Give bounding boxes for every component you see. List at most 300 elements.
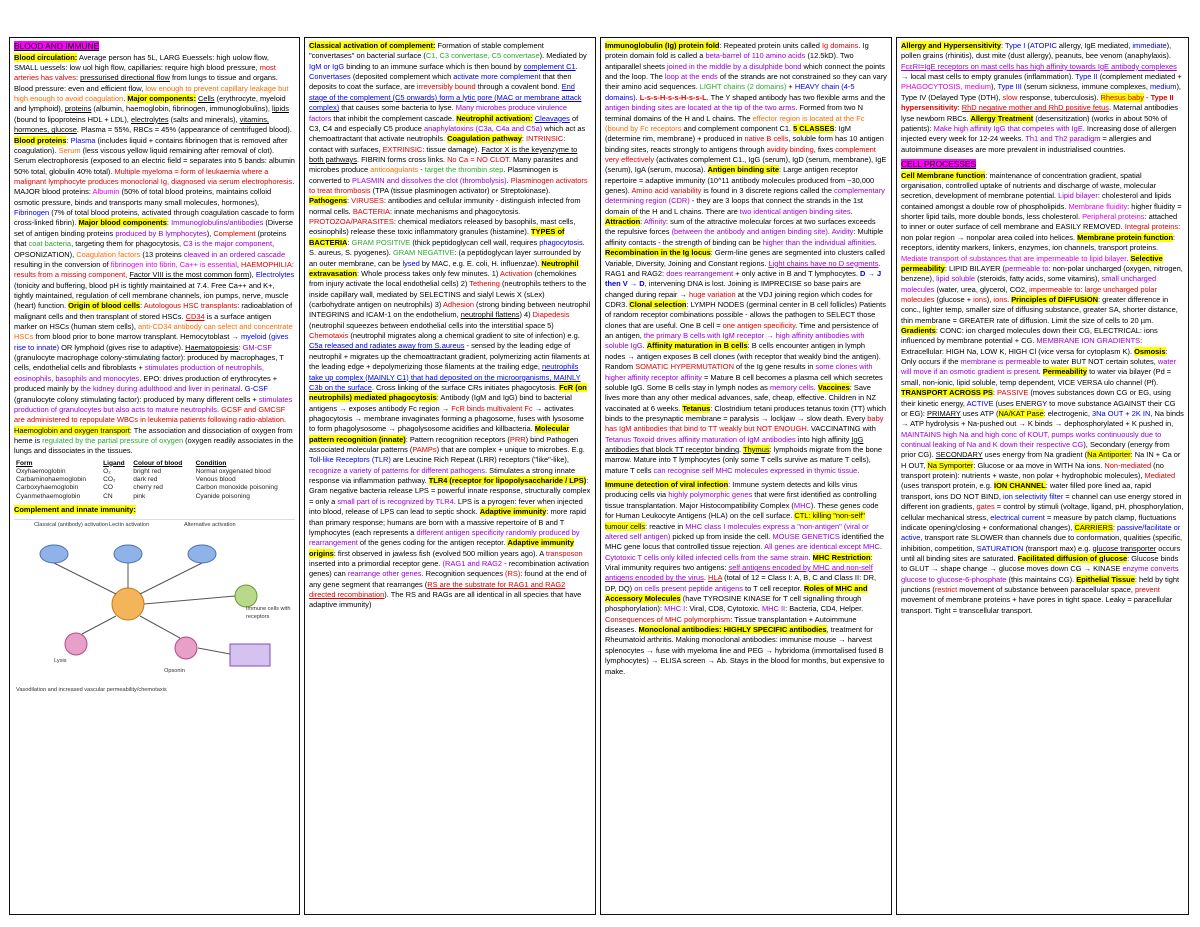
text-run: lysed — [402, 258, 420, 268]
section-heading: Pathogens — [309, 196, 348, 206]
text-run: , intervening DNA is lost. Joining is IMPRECISE so base pairs are changed during repair → — [605, 279, 861, 299]
text-run: = measure by patch clamp, fluctuations indicate opening/closing + conformational changes), — [901, 512, 1177, 532]
text-run: ), — [249, 270, 256, 280]
text-run: Convertases — [309, 72, 351, 82]
text-run: INTRINSIC — [526, 134, 564, 144]
paragraph — [605, 480, 887, 677]
text-run: (neutrophil migrates along a chemical gradient to site of infection) e.g. — [348, 331, 580, 341]
text-run: rearrange other genes — [347, 569, 422, 579]
text-run: = allergies and autoimmune diseases are more prevalent in industrialised countries. — [901, 134, 1152, 154]
text-run: (granulocyte colony stimulating factor): produced by many different cells + — [14, 394, 259, 404]
text-run: . — [240, 384, 245, 394]
text-run: (RAG1 and RAG2 — [442, 558, 503, 568]
text-run: membrane is permeable — [960, 357, 1041, 367]
section-heading: Clonal selection — [629, 299, 687, 309]
text-run: . The Y shaped antibody has two flexible arms and the — [706, 92, 886, 102]
text-run: antigen binding sites are located at the tip of the two arms — [605, 103, 796, 113]
diagram-label: Immune cells with receptors — [246, 606, 291, 621]
text-run: small part of is recognized by TLR4 — [337, 496, 454, 506]
section-heading: Immune detection of viral infection — [605, 480, 729, 490]
table-header: Ligand — [103, 459, 125, 467]
text-run: pressurised directional flow — [80, 73, 170, 83]
text-run: PRR — [509, 434, 526, 444]
text-run: higher than the individual affinities — [762, 237, 875, 247]
text-run: impermeable to — [1029, 284, 1081, 294]
text-run: (moves substances down CG or EG, using their kinetic energy, — [901, 388, 1171, 408]
text-run: response, tuberculosis). — [1017, 92, 1101, 102]
text-run: (oxygen readily associates in the lungs and dissociates in the tissues. — [14, 435, 294, 456]
text-run: Mediate transport of substances that are impermeable to lipid bilayer — [901, 253, 1127, 263]
text-run: MEMBRANE ION GRADIENTS — [1036, 336, 1141, 346]
text-run: (RS) — [505, 569, 521, 579]
text-run: Plasma — [70, 135, 96, 145]
text-run: most arteries has valves — [14, 63, 276, 83]
text-run: ), Type IV (Delayed Type (DTH), — [901, 82, 1181, 102]
text-run: : LIPID BILAYER ( — [944, 263, 1006, 273]
text-run: vitamins, hormones, glucose — [14, 114, 269, 135]
text-run: : chemical mediators released by basophils, mast cells, eosinophils) release these toxic inflammatory granules (histamine). — [309, 217, 576, 237]
text-run: : — [957, 103, 962, 113]
text-run: : — [140, 301, 144, 311]
section-heading: Permeability — [1042, 367, 1088, 377]
text-run: large uncharged polar molecules — [901, 284, 1157, 304]
section-heading: Rhesus baby — [1100, 92, 1144, 102]
text-run: (albumin, haemoglobin, fibrinogen, immunoglobulins), — [91, 104, 272, 114]
text-run: : water filled pore lined aa, rapid transport, ions DO NOT BIND, — [901, 481, 1152, 501]
table-cell: pink — [133, 492, 146, 500]
text-run: Membrane fluidity — [1068, 201, 1128, 211]
diagram-caption: Vasodilation and increased vascular permeability/chemotaxis — [16, 687, 167, 694]
text-run: movement of membrane proteins + have pores in tight space. Leaky = paracellular transport. Tight = transcellular transport. — [901, 595, 1173, 615]
text-run: stimulates production of neutrophils, eosinophils, basophils and monocytes — [14, 363, 264, 383]
text-run: is found in 3 discrete regions called the — [701, 186, 835, 196]
text-run: : Only occurs if the — [901, 346, 1168, 367]
text-run: : — [347, 196, 352, 206]
text-run: joined in the middle by a disulphide bond — [667, 61, 802, 71]
text-run: : greater difference in conc., lighter temp, smaller size of diffusing substance, greater SA, shorter distance, thin membrane = GREATER rate of diffusion. Limit the size of cells to 20 µm. — [901, 294, 1178, 325]
text-run: is a surface antigen marker on HSCs (human stem cells), — [14, 311, 272, 332]
text-run: : electrogenic, — [1043, 408, 1093, 418]
text-run: . FIBRIN forms cross links. — [356, 154, 448, 164]
section-heading: Classical activation of complement: — [309, 41, 436, 50]
text-run: (have TYROSINE KINASE for T cell signalling through phosphorylation): — [605, 594, 862, 614]
text-run: ion selectivity filter — [1002, 491, 1064, 501]
text-run: : — [521, 134, 527, 144]
text-run: from lungs to tissue and organs. Blood pressure: even and efficient flow, — [14, 73, 278, 93]
text-run: , — [236, 259, 241, 269]
text-run: + — [786, 82, 795, 92]
text-run: Consequences of MHC polymorphism — [605, 614, 731, 624]
section-heading: Adaptive immunity origins — [309, 538, 575, 558]
text-run: self antigens encoded by MHC and non-self antigens encoded by the virus — [605, 562, 873, 583]
paragraph — [605, 41, 887, 476]
bacterium-shape — [114, 545, 142, 563]
text-run: by MAC, e.g. E. coli, H. influenzae). — [419, 258, 542, 268]
text-run: SATURATION — [976, 543, 1024, 553]
text-run: immediate — [1132, 41, 1167, 50]
text-run: Mediated — [1144, 471, 1176, 481]
text-run: . — [850, 206, 853, 216]
text-run: EXTRINSIC — [382, 144, 423, 154]
text-run: : antibodies and cellular immunity - distinguish infected from normal cells. — [309, 196, 581, 216]
text-run: (12.5kD). Two antiparallel sheets — [605, 51, 854, 71]
paragraph — [14, 41, 295, 457]
section-heading: Major components: — [127, 94, 196, 104]
text-run: . — [879, 542, 882, 552]
text-run: neutrophil flattens — [460, 310, 520, 320]
text-run: (granulocyte macrophage colony-stimulating factor): produced by macrophages, T cells, endothelial cells and fibroblasts + — [14, 353, 284, 373]
text-run: water will move if an osmotic gradient is present — [901, 357, 1177, 377]
text-run: Complement — [213, 228, 256, 238]
text-run: : contact with surfaces, — [309, 134, 566, 154]
text-run: to water via bilayer (Pd = small, non-ionic, lipid soluble, temp dependent, VICE VERSA ulo channel (Pf). — [901, 367, 1172, 387]
text-run: : attached to inner or outer surface of cell membrane and EASILY REMOVED. — [901, 212, 1178, 232]
text-run: → activates phagocytosis → membrane invaginates forming a phagosome, fuses with lysosome to form phagolysosome → phagolysosome acidifies and killbacteria. — [309, 403, 584, 434]
text-run: - — [1143, 92, 1151, 102]
text-run: All genes are identical except MHC — [764, 542, 880, 552]
text-run: transposon — [545, 548, 583, 558]
text-run: (neutrophil squeezes between endothelial cells into the interstitial space 5) — [309, 320, 554, 330]
text-run: produced by B lymphocytes — [115, 228, 207, 238]
table-cell: cherry red — [133, 484, 163, 492]
text-run: . — [1038, 367, 1043, 377]
diagram-label: Classical (antibody) activation — [34, 522, 108, 529]
text-run: Integral proteins — [1124, 222, 1179, 232]
text-run: ) that are complex + unique to microbes. E.g. — [436, 445, 585, 455]
text-run: Many microbes produce virulence factors — [309, 103, 567, 123]
pathway-arrow — [198, 648, 230, 654]
text-run: L-s-s-H-s-s-H-s-s-L — [639, 92, 707, 102]
text-run: proteins — [64, 104, 92, 114]
text-run: (tonicity and buffering, blood pH is tightly maintained at 7.4. Free Ca++ and K+, tightly maintained, regulation of cell membrane channels, ion pumps, nerve, muscle (heart) function. — [14, 280, 289, 311]
section-heading: Allergy Treatment — [970, 113, 1034, 123]
text-run: (deposited complement which — [350, 72, 454, 82]
section-heading: Complement and innate immunity: — [14, 504, 136, 514]
section-heading: Allergy and Hypersensitivity — [901, 41, 1002, 50]
text-run: : non polar region → nonpolar area coiled into helices. — [901, 222, 1181, 242]
text-run: of the Ig gene results in — [733, 362, 816, 372]
text-run: fibrinogen into fibrin, Ca++ is essential — [110, 259, 237, 269]
text-run: (proteins that — [14, 228, 287, 249]
text-run: cleaved in an ordered cascade — [183, 249, 286, 259]
text-run: PASSIVE — [997, 388, 1029, 398]
section-heading: Tetanus — [682, 403, 711, 413]
paragraph — [901, 159, 1184, 616]
text-run: GRAM POSITIVE — [351, 237, 411, 247]
text-run: MHC I — [664, 604, 686, 614]
text-run: C1, C3 convertase, C5 convertase — [425, 51, 540, 61]
text-run: effector region is located at the Fc (bound by Fc receptors — [605, 113, 865, 133]
text-run: loop at the ends — [664, 72, 718, 82]
text-run: that were first identified as controlling tissue transplantation. Major Histocompatibility Complex ( — [605, 490, 877, 510]
text-run: : lymphoids migrate from the bone marrow. Mature into T lymphocytes (only some T cells survive as mature T cells), mature T cells — [605, 445, 883, 475]
text-run: . Plasminogen is converted to — [309, 165, 558, 185]
text-run: : reactive in — [645, 521, 686, 531]
section-heading: Selective permeability — [901, 253, 1163, 273]
section-heading: 5 CLASSES — [793, 123, 835, 133]
text-run: neutrophils take up complex (MAINLY C1) that had deposited on the microorganisms, MAINLY C3b on the surface — [309, 362, 581, 392]
text-run: SOMATIC HYPERMUTATION — [635, 362, 734, 372]
text-run: one antigen specificity — [722, 320, 796, 330]
text-run: (uses transport protein, e.g. — [901, 481, 995, 491]
text-run: : Whole process takes only few minutes. 1) — [356, 268, 500, 278]
section-heading: FcR (on neutrophils) mediated phagocytosis — [309, 382, 587, 403]
complement-diagram — [14, 519, 295, 695]
text-run: : Repeated protein units called — [719, 41, 822, 50]
text-run: 3Na OUT + 2K IN — [1092, 408, 1151, 418]
text-run: at the VDJ joining region which codes for CDR3. — [605, 289, 873, 309]
text-run: (TPA (tissue plasminogen activator) or Streptokinase). — [370, 186, 551, 196]
text-run: (activates complement C1., IgG (serum), IgD (serum, membrane), IgE (serum), IgA (serum, mucosa). — [605, 154, 887, 175]
text-run: Factor VIII is the most common form — [129, 270, 250, 280]
text-run: Affinity — [643, 217, 667, 227]
text-run: : Gram negative bacteria release LPS = powerful innate response, structurally complex = only a — [309, 476, 591, 506]
text-run: target the thrombin step — [424, 165, 504, 175]
text-run: . — [739, 445, 744, 455]
text-run: , Na binds → ATP hydrolysis + Na-pushed out → K binds → dephosphorylated + K pushed in, — [901, 408, 1184, 429]
text-run: ions — [973, 294, 987, 304]
text-run: (neutrophils tethers to the inside capillary wall, mediated by SELECTINS and sialyl Lewis X (sLex) (carbohydrate antigen on neutrophils) 3) — [309, 279, 587, 309]
text-run: from blood prior to bone marrow transplant. Hemocytoblast — [33, 332, 232, 342]
text-run: of the genes coding for the antigen receptor. — [357, 538, 508, 548]
text-run: ). Mediated by — [539, 51, 587, 61]
text-run: : higher fluidity = shorter lipid tails, more double bonds, less cholesterol. — [901, 201, 1182, 222]
text-run: (complement mediated + — [1097, 72, 1182, 82]
text-run: (steroids, fatty acids, some vitamins), — [975, 274, 1102, 284]
text-run: : Bacteria, CD4, Helper. — [785, 604, 864, 614]
text-run: regulated by the partial pressure of oxygen — [42, 435, 184, 445]
text-run: Electrolytes — [255, 270, 295, 280]
text-run: . — [857, 465, 860, 475]
diagram-label: Opsonin — [164, 668, 185, 675]
text-run: MHC II — [761, 604, 786, 614]
text-run: which connect the points and the loop. The — [605, 61, 885, 82]
text-run: (13 proteins — [140, 249, 184, 259]
text-run: . — [703, 573, 708, 583]
text-run: : Antibody (IgM and IgG) bind to bacterial antigens → exposes antibody Fc region → — [309, 393, 572, 413]
text-run: . LPS is a pyrogen: fever when injected into blood, release of LPS can lead to septic shock. — [309, 496, 583, 517]
text-run: RhD negative mother and RhD positive fetus — [961, 103, 1109, 113]
text-run: . MAJOR blood proteins: — [14, 177, 295, 197]
text-run: , targeting them for phagocytosis, — [71, 239, 184, 249]
text-run: Coagulation factors — [76, 249, 141, 259]
table-cell: Venous blood — [195, 476, 236, 484]
section-heading: Antigen binding site — [707, 165, 779, 175]
text-run: End stage of the complement (C5 onwards) form a lytic pore (MAC or membrane attack complex) — [309, 82, 582, 113]
text-run: ATOPIC — [1029, 41, 1057, 50]
column-complement-and-pathogens — [304, 37, 596, 915]
text-run: Cleavages — [534, 113, 570, 123]
text-run: (desensitization) (works in about 50% of patients): — [901, 113, 1168, 133]
text-run: Fibrinogen — [14, 208, 50, 218]
table-cell: Normal oxygenated blood — [195, 467, 271, 475]
text-run: . Many parasites and microbes produce — [309, 154, 578, 175]
table-cell: dark red — [133, 476, 158, 484]
text-run: : maintenance of concentration gradient, spatial organisation, controlled uptake of nutrients and discharge of waste, molecular secretion, development of membrane potential. — [901, 170, 1157, 201]
text-run: OR lymphoid (gives rise to adaptive). — [59, 342, 186, 352]
section-heading: Coagulation pathway — [447, 134, 522, 144]
text-run: (serum sickness, immune complexes, — [1021, 82, 1150, 92]
table-cell: O₂ — [103, 467, 111, 475]
text-run: : — [66, 135, 71, 145]
table-cell: Carboxyhaemoglobin — [16, 484, 79, 492]
section-heading: Neutrophil activation: — [456, 113, 533, 123]
text-run: (salts and minerals), — [168, 114, 240, 124]
text-run: (7% of total blood proteins, activated through coagulation cascade to form cross-linked fibrin). — [14, 208, 294, 228]
text-run: enzyme converts glucose to glucose-6-phosphate — [901, 564, 1179, 584]
section-heading: Membrane protein function — [1077, 232, 1174, 242]
section-heading: Monoclonal antibodies: HIGHLY SPECIFIC antibodies — [638, 625, 827, 635]
text-run: (thick peptidoglycan cell wall, requires — [410, 237, 540, 247]
text-run: ), — [986, 294, 994, 304]
text-run: MOUSE GENETICS — [772, 531, 840, 541]
text-run: , treatment for Rheumatoid arthritis. Making monoclonal antibodies: immunise mouse → harvest splenocytes → fuse with myeloma line and PEG → hybridoma (immortalised fused B lymphocytes) → ELISA screen → Ab. Stays in the blood for months, but expensive to make. — [605, 625, 885, 676]
text-run: . Increasing dose of allergen injected every week for 12-24 weeks. — [901, 123, 1177, 144]
text-run: Albumin — [92, 187, 120, 197]
text-run: . — [827, 227, 832, 237]
text-run: that causes some bacteria to lyse. — [339, 103, 456, 113]
text-run: (glucose + — [934, 294, 974, 304]
section-heading: Haemoglobin and oxygen transport — [14, 425, 130, 435]
text-run: Immunoglobulins/antibodies — [171, 218, 264, 228]
column-immunoglobulin-and-mhc — [600, 37, 892, 915]
text-run: stimulates production of granulocytes but also acts to mature neutrophils — [14, 394, 293, 414]
text-run: complementary determining region (CDR) — [605, 186, 885, 206]
text-run: electrolytes — [130, 114, 169, 124]
text-run: LIGHT chains (2 domains) — [699, 82, 787, 92]
pathway-arrow — [140, 563, 202, 594]
section-heading: Cell Membrane function — [901, 170, 986, 180]
text-run: ) 4) — [519, 310, 533, 320]
text-run: memory cells — [769, 382, 814, 392]
text-run: . Stimulates a strong innate response via inflammation pathway. — [309, 465, 576, 486]
text-run: : Pattern recognition receptors ( — [405, 434, 510, 444]
text-run: Average person has 5L, LARG Euessels: high uolow flow, SMALL uessels: low uol high flow, capillaries: require high blood pressure, — [14, 52, 269, 73]
text-run: Haematopoiesis — [185, 342, 239, 352]
text-run: complement very effectively — [605, 144, 876, 164]
text-run: D → J then V → D — [605, 268, 882, 289]
text-run: : — [76, 73, 81, 83]
text-run: Tetanus Toxoid drives affinity maturation of IgM antibodies — [605, 434, 796, 444]
diagram-label: Lysis — [54, 658, 67, 665]
section-heading: Neutrophil extravasation — [309, 258, 579, 278]
text-run: (transport max) e.g. — [1023, 543, 1093, 553]
text-run: inserted into a primordial receptor gene. — [309, 558, 443, 568]
text-run: . RAG1 and RAG2: — [605, 258, 881, 278]
text-run: Lipid bilayer — [1058, 191, 1098, 201]
text-run: picked up from inside the cell. — [670, 531, 773, 541]
bacterium-shape — [40, 545, 68, 563]
text-run: . Maternal antibodies lyse newborn RBCs. — [901, 103, 1179, 123]
text-run: Diapedesis — [532, 310, 570, 320]
text-run: ), Secondary (energy from prior CG). — [901, 439, 1170, 460]
text-run: (water, urea, glycerol, CO2, — [934, 284, 1030, 294]
text-run: : — [992, 388, 998, 398]
text-run: Adhesion — [442, 299, 474, 309]
text-run: = channel can use energy stored in different ion gradients, — [901, 491, 1182, 512]
text-run: : IgM (determine rim, membrane) + produced in — [605, 123, 851, 144]
text-run: PHAGOCYTOSIS, medium — [901, 82, 991, 92]
text-run: Make high affinity IgG that competes with IgE — [933, 123, 1083, 133]
section-heading: Attraction — [605, 217, 641, 227]
text-run: can recognise self MHC molecules expressed in thymic tissue — [653, 465, 858, 475]
text-run: : cholesterol and lipids contained amongst a double row of phospholipids. — [901, 191, 1172, 211]
text-run: the kidney during adulthood and liver in perinatal — [80, 384, 241, 394]
text-run: : found at the end of any gene segment that rearranges ( — [309, 569, 587, 589]
text-run: (chemokines from injury activate the local endothelial cells) 2) — [309, 268, 577, 289]
text-run: . — [808, 552, 813, 562]
text-run: slow — [1002, 92, 1018, 102]
text-run: : more rapid than primary response; humans are born with a massive repertoire of B and T lymphocytes (each represents a — [309, 507, 586, 537]
text-run: = control by stimuli (voltage, ligand, pH, phosphorylation, cellular mechanical stress, — [901, 502, 1184, 522]
section-heading: Blood proteins — [14, 135, 67, 145]
text-run: : Clostridium tetani produces tetanus toxin (TT) which binds to the presynaptic membrane = paralysis → lockjaw → slow death. Every — [605, 403, 886, 423]
table-header: Condition — [195, 459, 227, 467]
section-heading: Gradients — [901, 326, 936, 336]
text-run: : Germ-line genes are segmented into clusters called Variable, Diversity, Joining and Constant regions. — [605, 248, 885, 268]
text-run: : radioablation of malignant cells and then transplant of stored HSCs. — [14, 301, 293, 321]
text-run: : Tissue transplantation + Autoimmune diseases. — [605, 614, 857, 635]
text-run: MHC — [793, 500, 811, 510]
text-run: different antigen specificity randomly produced by rearrangement — [309, 527, 580, 548]
text-run: and complement component C1. — [681, 123, 794, 133]
section-heading: Thymus — [743, 445, 770, 455]
text-run: : tissue damage). — [422, 144, 482, 154]
text-run: Amino acid variability — [631, 186, 702, 196]
text-run: ), — [990, 82, 998, 92]
text-run: . VACCINATING with — [806, 424, 876, 434]
text-run: ) bind Pathogen associated molecular patterns ( — [309, 434, 579, 455]
section-heading: Facilitated diffusion of glucose — [1017, 553, 1128, 563]
text-run: (erythrocyte, myeloid and lymphoid), — [14, 94, 286, 114]
text-run: small uncharged molecules — [901, 274, 1157, 294]
text-run: . — [123, 94, 128, 104]
text-run: (strong binding between neutrophil INTEGRINS and ICAM-1 on the endothelium, — [309, 299, 591, 320]
text-run: allergy, IgE mediated, — [1056, 41, 1133, 50]
text-run: . Plasma = 55%, RBCs = 45% (appearance of centrifuged blood). — [76, 125, 292, 135]
phagocyte-shape — [235, 585, 257, 607]
text-run: : — [166, 218, 172, 228]
section-heading: Recombination in the Ig locus — [605, 248, 711, 258]
text-run: of C3, C4 and especially C5 produce — [309, 113, 579, 133]
table-header: Colour of blood — [133, 459, 183, 467]
bacterium-shape — [188, 545, 216, 563]
text-run: . Recognition sequences — [421, 569, 506, 579]
text-run: : Viral immunity requires two antigens: — [605, 552, 873, 572]
text-run: anticoagulants — [370, 165, 419, 175]
text-run: Formation of stable complement "convertases" on bacterial surface ( — [309, 41, 544, 61]
text-run: HAEMOPHILIA: results from a missing component, — [14, 259, 294, 280]
text-run: (Diverse set of antigen binding proteins — [14, 218, 294, 238]
text-run: , soluble form has 10 antigen binding sites, reacts strongly to antigens through — [605, 134, 884, 154]
table-cell: Cyanide poisoning — [195, 492, 250, 500]
text-run: - recombination activation genes) can — [309, 558, 589, 579]
text-run: low enough to prevent capillary leakage but high enough to avoid coagulation — [14, 83, 289, 104]
text-run: = Mature B cell becomes a plasma cell which secretes soluble IgG. Some B cells stay in lymph nodes as — [605, 372, 883, 392]
text-run: Serum — [58, 145, 81, 155]
text-run: . — [575, 61, 578, 71]
text-run: : Na IN + Ca or H OUT, — [901, 450, 1181, 470]
text-run: IgM or IgG — [309, 61, 345, 71]
text-run: : non-polar uncharged (oxygen, nitrogen, benzene), — [901, 263, 1183, 284]
text-run: . — [1126, 253, 1131, 263]
text-run: anti-CD34 antibody can select and concentrate HSCs — [14, 322, 293, 342]
text-run: : B cells encounter antigen in lymph nodes → antigen exposes B cell clones (with receptor that weakly bind the antigen). Random — [605, 341, 881, 372]
text-run: , OPSONIZATION), — [14, 239, 275, 259]
text-run: medium — [1149, 82, 1177, 92]
text-run: permeable to — [1005, 263, 1049, 273]
section-heading: NA/KAT Pase — [998, 408, 1044, 418]
